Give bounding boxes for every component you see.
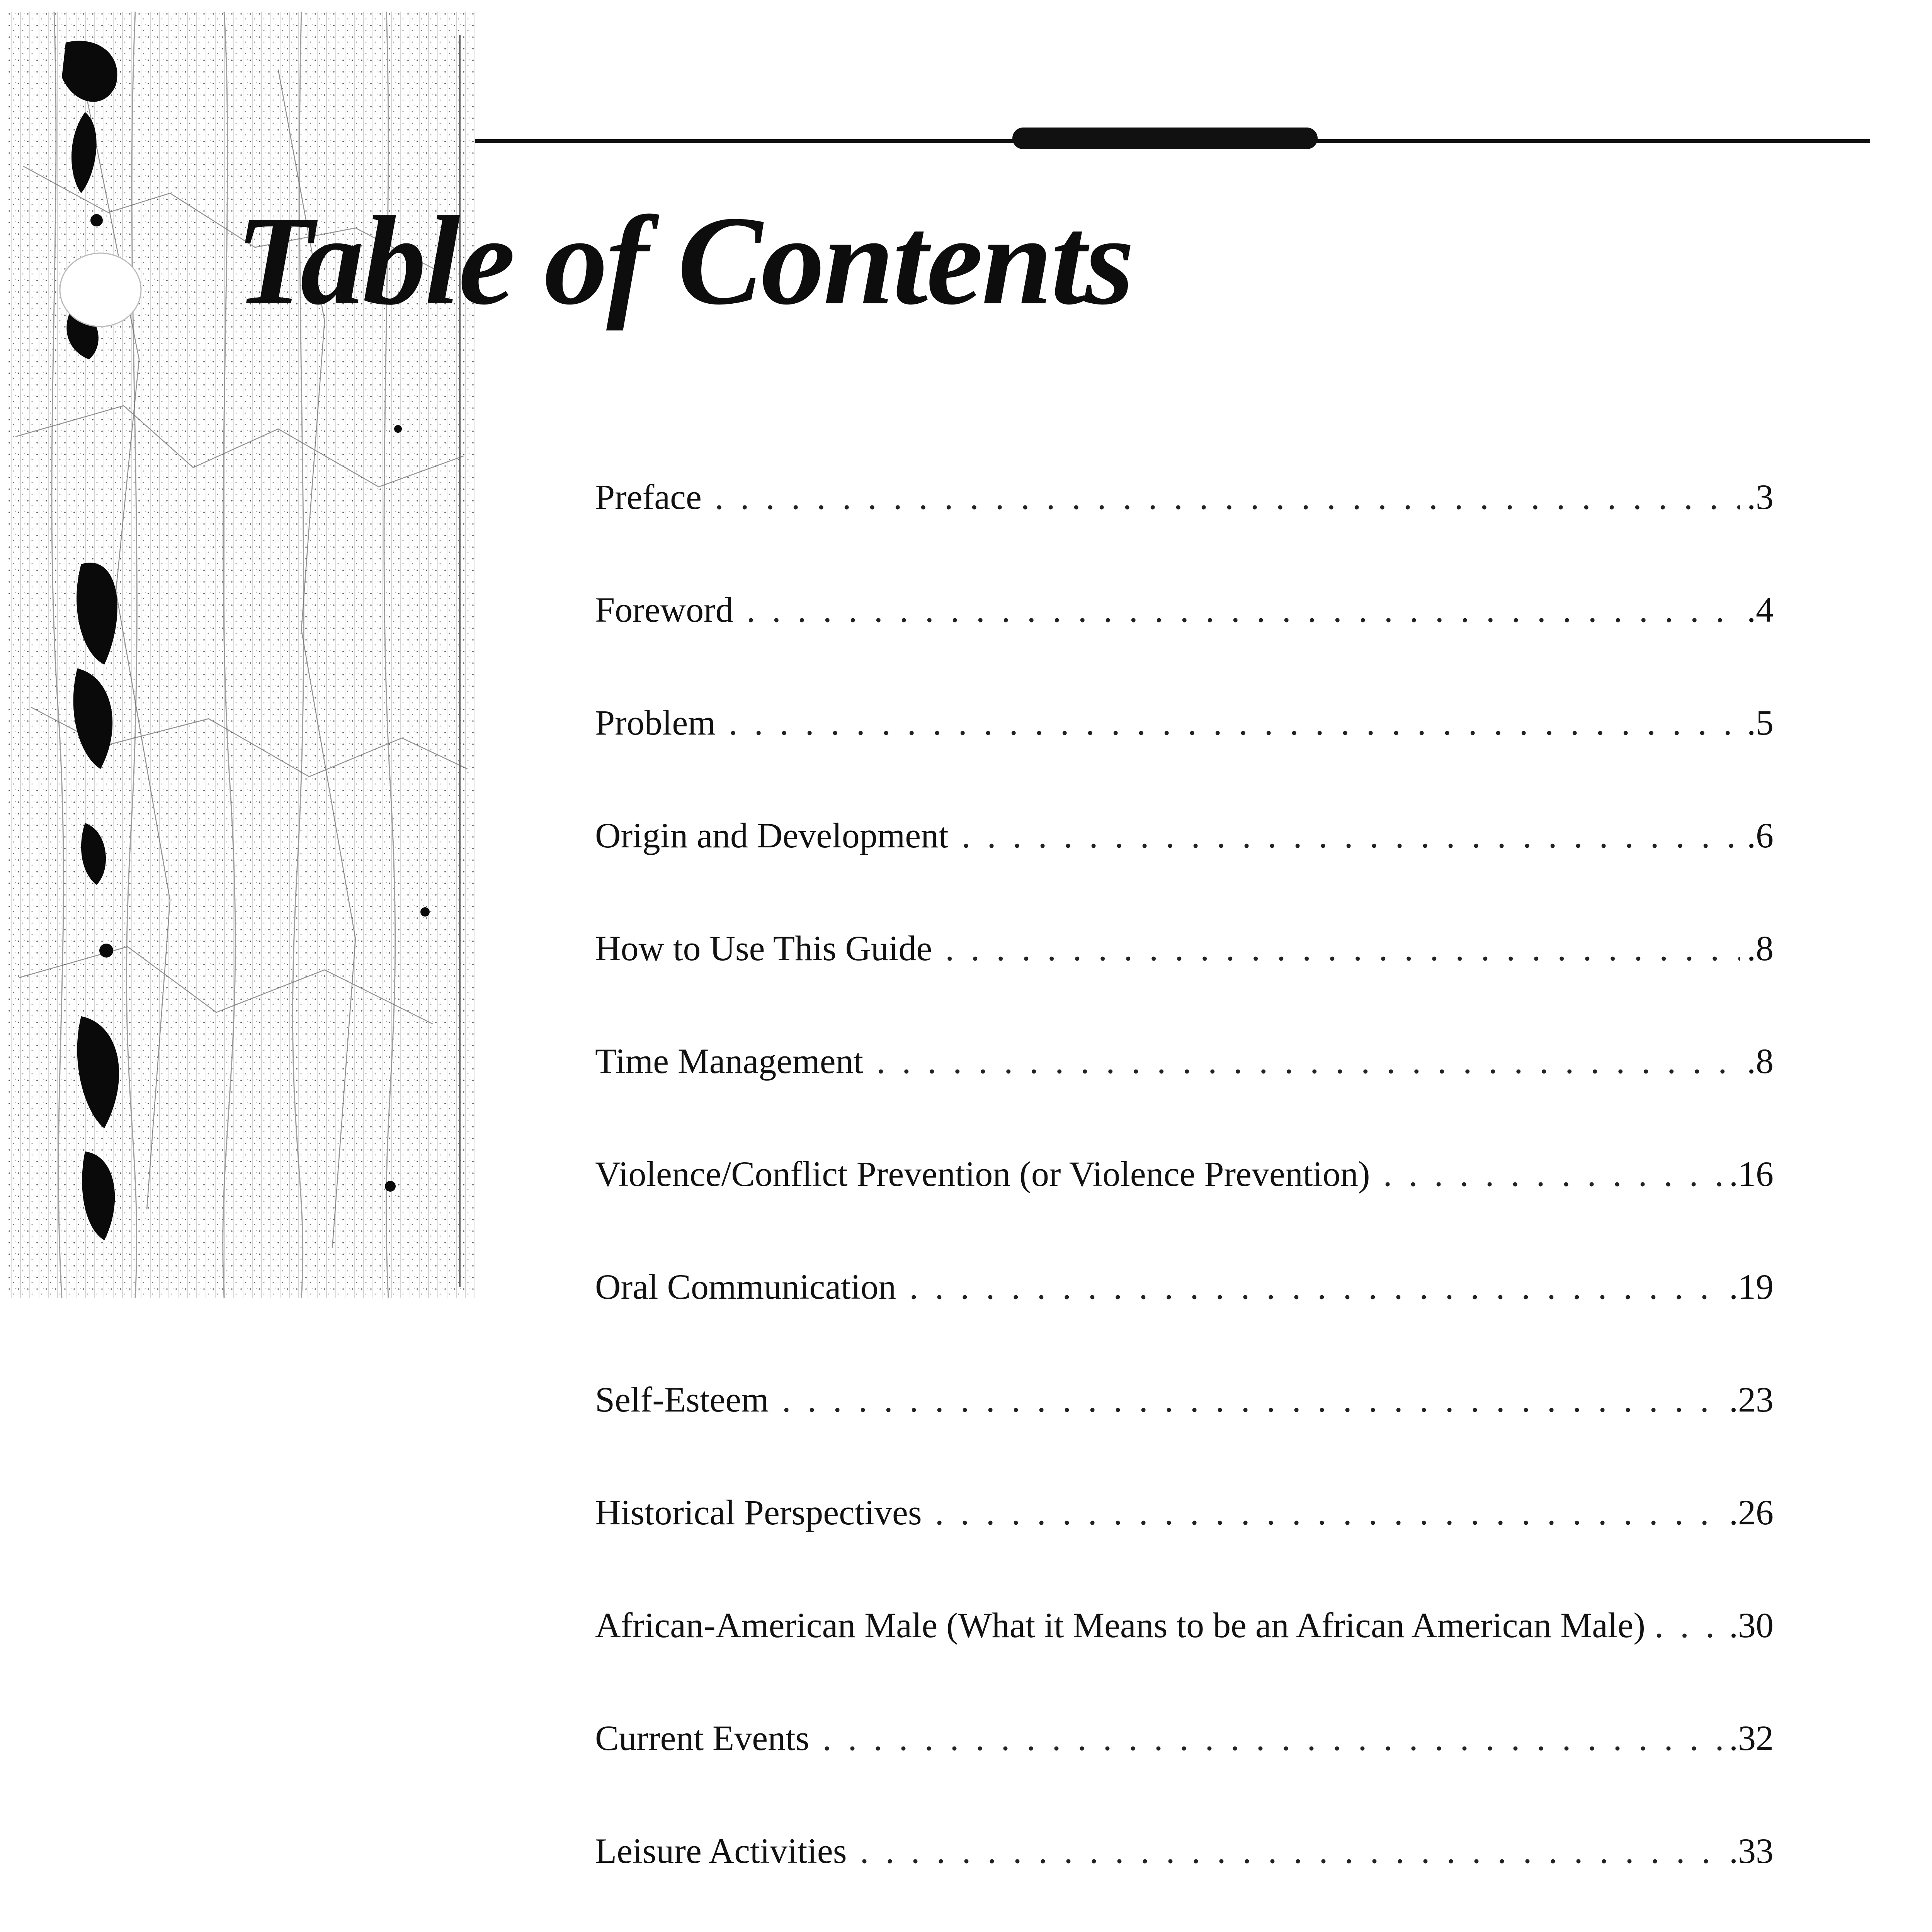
- toc-dot-leader: [876, 1043, 1740, 1079]
- toc-dot-leader: [729, 705, 1740, 740]
- toc-entry-page: .6: [1747, 816, 1774, 855]
- toc-entry-page: .19: [1729, 1267, 1774, 1306]
- toc-entry[interactable]: [595, 1607, 1774, 1720]
- header-rule-accent: [1012, 128, 1318, 149]
- toc-entry-page: .30: [1729, 1605, 1774, 1645]
- toc-entry[interactable]: [595, 1720, 1774, 1833]
- toc-entry-title: Leisure Activities: [595, 1831, 847, 1871]
- toc-dot-leader: [935, 1495, 1722, 1530]
- toc-entry-title: Self-Esteem: [595, 1380, 769, 1419]
- toc-entry-title: How to Use This Guide: [595, 929, 932, 968]
- toc-entry-title: Foreword: [595, 590, 733, 629]
- toc-dot-leader: [782, 1382, 1722, 1417]
- toc-entry-page: .3: [1747, 477, 1774, 517]
- toc-entry[interactable]: [595, 930, 1774, 1043]
- toc-entry-page: .5: [1747, 703, 1774, 742]
- page-title: Table of Contents: [236, 190, 1133, 331]
- toc-entry-page: .16: [1729, 1154, 1774, 1194]
- toc-entry-page: .23: [1729, 1380, 1774, 1419]
- toc-entry[interactable]: [595, 1382, 1774, 1495]
- toc-entry-title: Historical Perspectives: [595, 1493, 922, 1532]
- toc-entry-title: Violence/Conflict Prevention (or Violence Prevention): [595, 1154, 1370, 1194]
- toc-entry-title: Time Management: [595, 1041, 864, 1081]
- toc-entry[interactable]: [595, 818, 1774, 930]
- toc-entry-title: African-American Male (What it Means to be an African American Male): [595, 1605, 1645, 1645]
- toc-entry-title: Preface: [595, 477, 702, 517]
- toc-entry[interactable]: [595, 1833, 1774, 1932]
- toc-dot-leader: [1655, 1607, 1722, 1643]
- toc-entry-page: .8: [1747, 1041, 1774, 1081]
- toc-dot-leader: [962, 818, 1740, 853]
- toc-dot-leader: [945, 930, 1740, 966]
- toc-entry-title: Problem: [595, 703, 716, 742]
- toc-entry-title: Origin and Development: [595, 816, 949, 855]
- toc-entry-page: .4: [1747, 590, 1774, 629]
- toc-list: [595, 479, 1774, 1932]
- toc-entry[interactable]: [595, 705, 1774, 818]
- toc-entry[interactable]: [595, 1156, 1774, 1269]
- toc-dot-leader: [715, 479, 1740, 515]
- toc-entry-page: .32: [1729, 1718, 1774, 1758]
- toc-dot-leader: [747, 592, 1740, 628]
- toc-entry-title: Oral Communication: [595, 1267, 896, 1306]
- toc-entry-page: .8: [1747, 929, 1774, 968]
- toc-entry-page: .33: [1729, 1831, 1774, 1871]
- toc-entry-page: .26: [1729, 1493, 1774, 1532]
- toc-dot-leader: [822, 1720, 1722, 1756]
- toc-entry[interactable]: [595, 1043, 1774, 1156]
- toc-entry[interactable]: [595, 479, 1774, 592]
- toc-dot-leader: [860, 1833, 1722, 1869]
- toc-dot-leader: [1383, 1156, 1722, 1192]
- toc-entry[interactable]: [595, 1495, 1774, 1607]
- toc-entry[interactable]: [595, 592, 1774, 705]
- toc-entry-title: Current Events: [595, 1718, 810, 1758]
- toc-entry[interactable]: [595, 1269, 1774, 1382]
- toc-dot-leader: [909, 1269, 1722, 1304]
